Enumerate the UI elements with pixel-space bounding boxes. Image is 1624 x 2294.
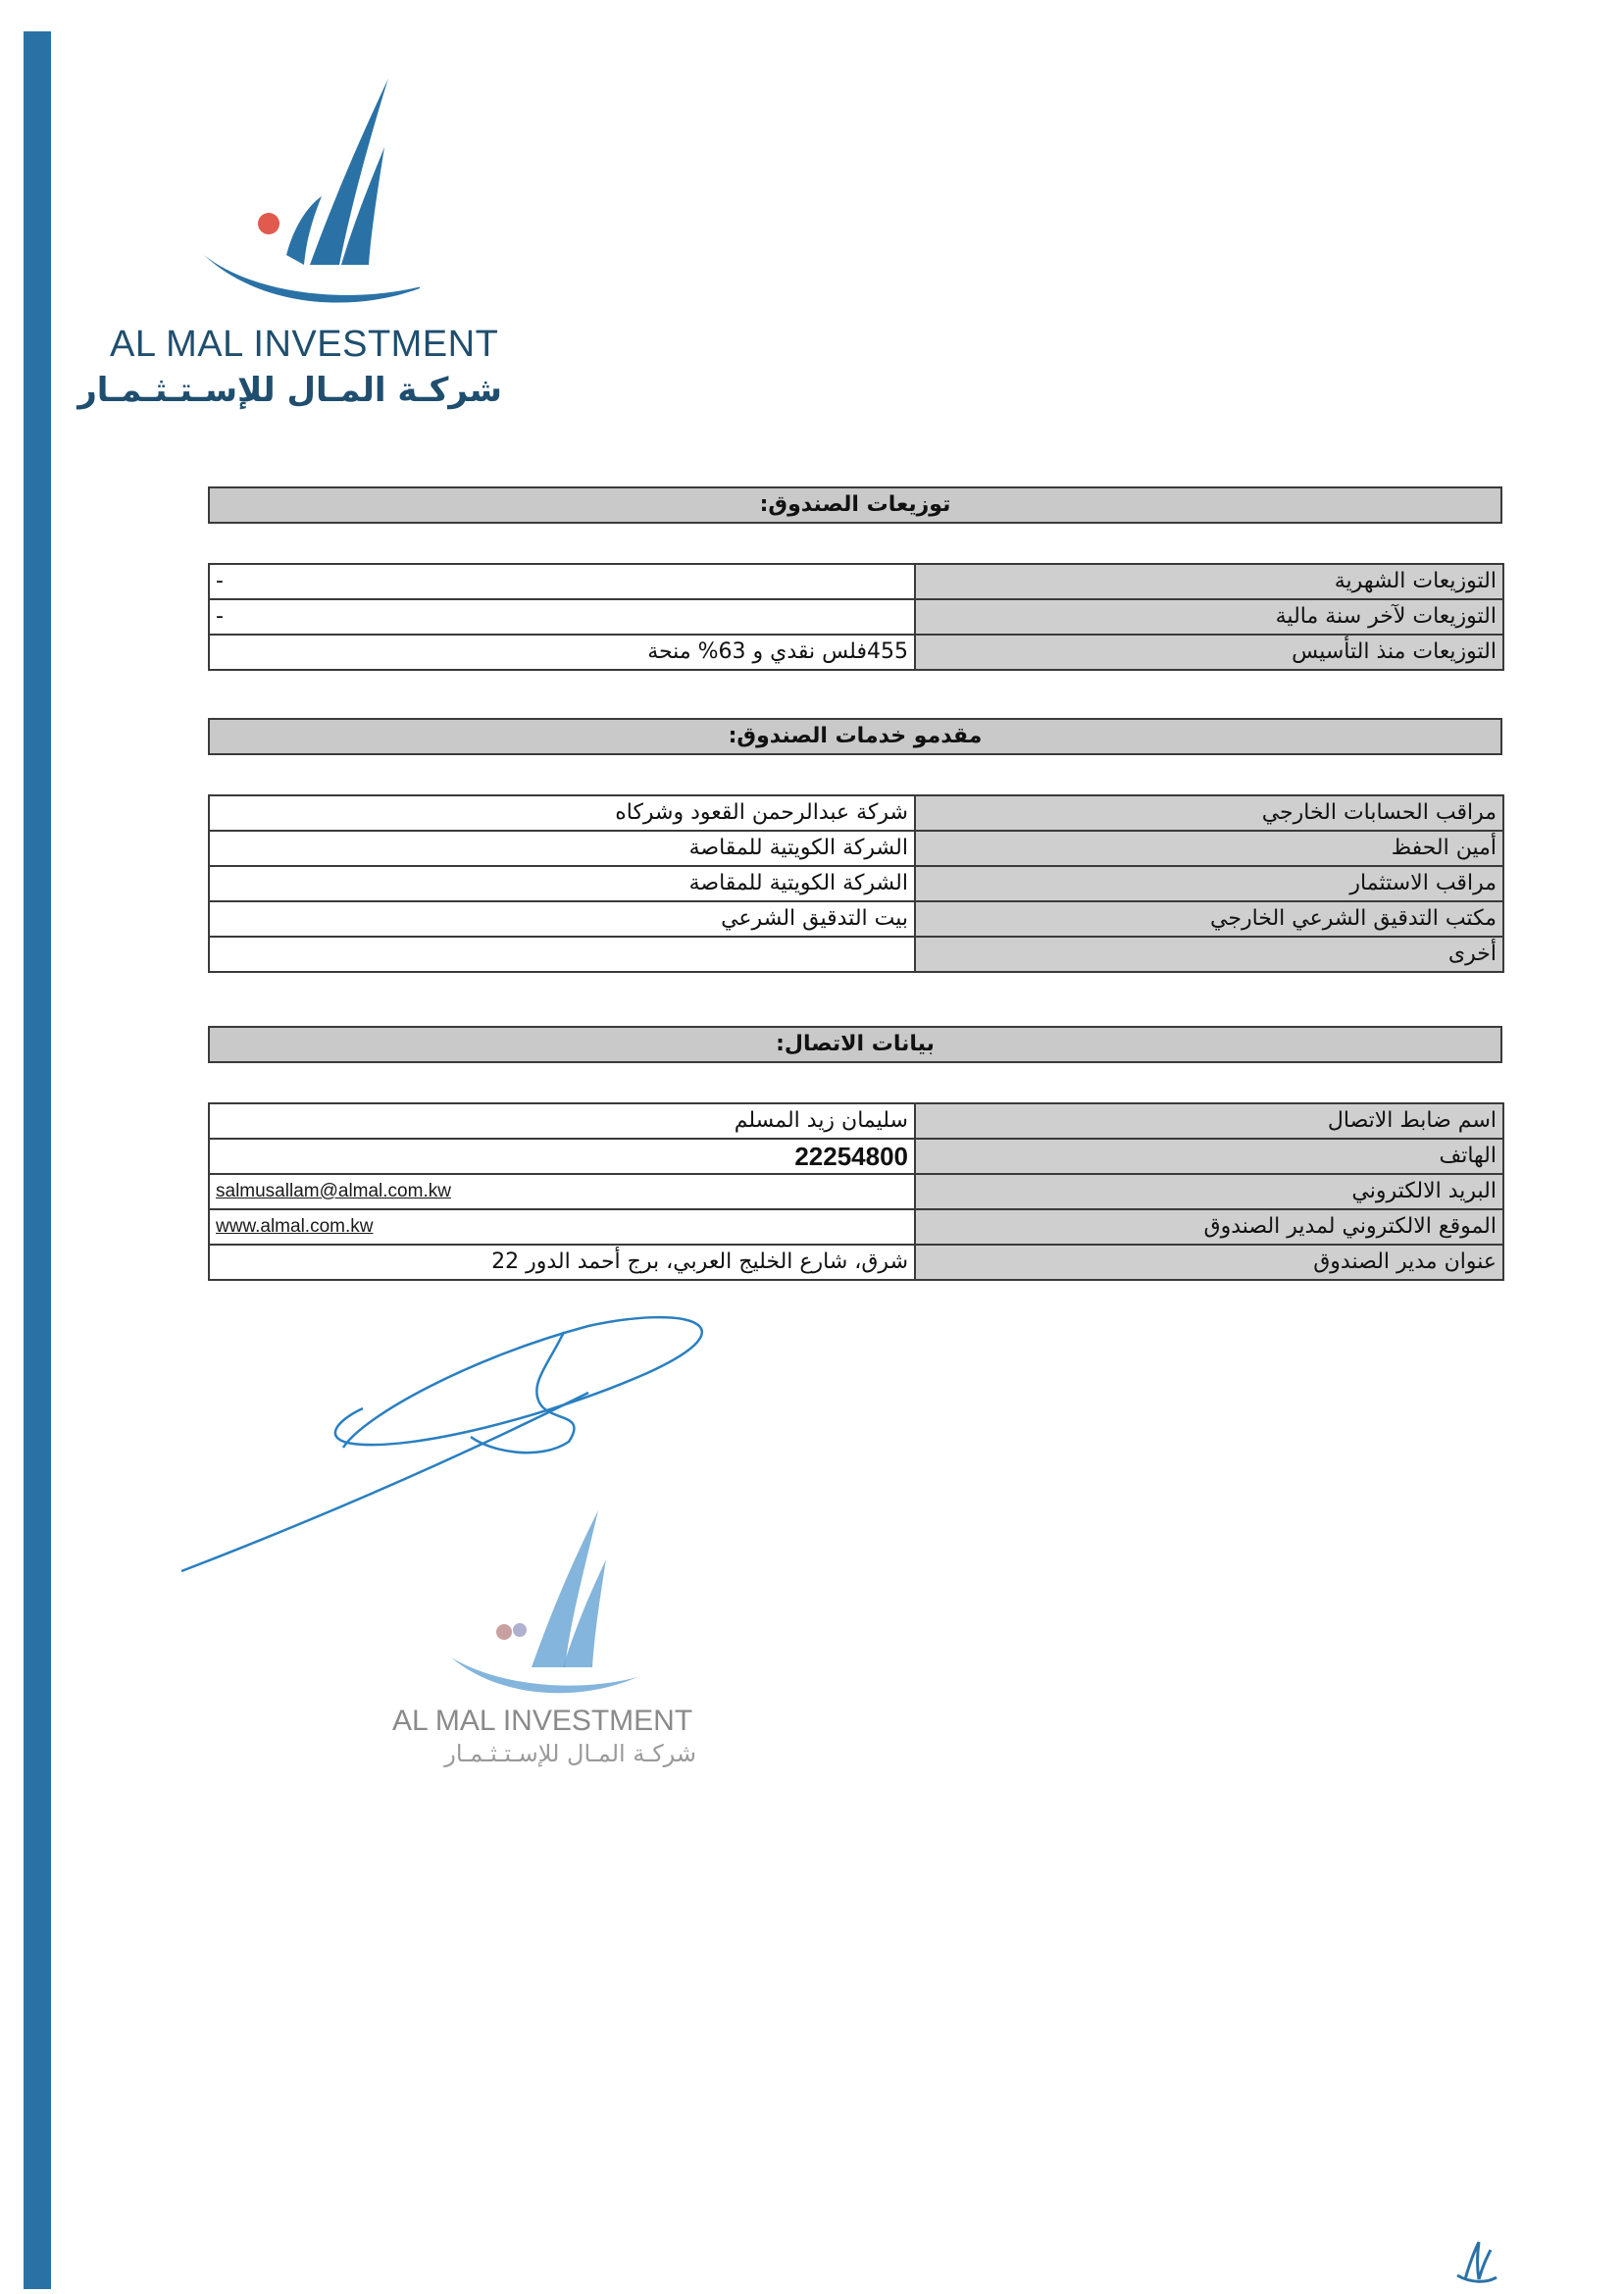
table-row (209, 1103, 1503, 1139)
logo-mark-icon (184, 78, 420, 324)
table-row (209, 1139, 1503, 1174)
provider-label-investment-controller: مراقب الاستثمار (915, 866, 1503, 901)
provider-label-other: أخرى (915, 937, 1503, 972)
distributions-section-title: توزيعات الصندوق: (208, 486, 1502, 524)
company-stamp (392, 1510, 726, 1785)
provider-value-sharia-audit: بيت التدقيق الشرعي (209, 901, 915, 937)
table-row (209, 831, 1503, 866)
contact-value-officer: سليمان زيد المسلم (209, 1103, 915, 1139)
contact-value-phone: 22254800 (209, 1139, 915, 1174)
contact-table (208, 1102, 1504, 1281)
stamp-name-ar: شركـة المـال للإسـتـثـمـار (444, 1740, 696, 1767)
contact-label-address: عنوان مدير الصندوق (915, 1245, 1503, 1280)
contact-label-email: البريد الالكتروني (915, 1174, 1503, 1209)
service-providers-table (208, 794, 1504, 973)
contact-value-website[interactable]: www.almal.com.kw (209, 1209, 915, 1245)
left-accent-bar (24, 31, 51, 2289)
stamp-mark-icon (441, 1510, 637, 1707)
initials-icon (1451, 2236, 1500, 2285)
contact-section-title: بيانات الاتصال: (208, 1026, 1502, 1063)
distribution-label-monthly: التوزيعات الشهرية (915, 564, 1503, 599)
provider-label-auditor: مراقب الحسابات الخارجي (915, 795, 1503, 831)
distribution-value-last-year: - (209, 599, 915, 635)
provider-value-investment-controller: الشركة الكويتية للمقاصة (209, 866, 915, 901)
table-row (209, 937, 1503, 972)
contact-value-email[interactable]: salmusallam@almal.com.kw (209, 1174, 915, 1209)
service-providers-section-title: مقدمو خدمات الصندوق: (208, 718, 1502, 755)
table-row (209, 564, 1503, 599)
distribution-value-monthly: - (209, 564, 915, 599)
table-row (209, 866, 1503, 901)
table-row (209, 1209, 1503, 1245)
provider-value-other (209, 937, 915, 972)
stamp-name-en: AL MAL INVESTMENT (392, 1705, 693, 1737)
table-row (209, 1174, 1503, 1209)
table-row (209, 901, 1503, 937)
table-row (209, 795, 1503, 831)
contact-value-address: شرق، شارع الخليج العربي، برج أحمد الدور 22 (209, 1245, 915, 1280)
company-logo (77, 78, 518, 422)
distributions-table (208, 563, 1504, 671)
contact-label-phone: الهاتف (915, 1139, 1503, 1174)
provider-label-sharia-audit: مكتب التدقيق الشرعي الخارجي (915, 901, 1503, 937)
provider-value-auditor: شركة عبدالرحمن القعود وشركاه (209, 795, 915, 831)
contact-label-officer: اسم ضابط الاتصال (915, 1103, 1503, 1139)
distribution-label-last-year: التوزيعات لآخر سنة مالية (915, 599, 1503, 635)
provider-label-custodian: أمين الحفظ (915, 831, 1503, 866)
table-row (209, 599, 1503, 635)
table-row (209, 1245, 1503, 1280)
contact-label-website: الموقع الالكتروني لمدير الصندوق (915, 1209, 1503, 1245)
provider-value-custodian: الشركة الكويتية للمقاصة (209, 831, 915, 866)
logo-name-en: AL MAL INVESTMENT (110, 324, 499, 365)
logo-name-ar: شركـة المـال للإسـتـثـمـار (77, 371, 502, 410)
distribution-value-since-inception: 455فلس نقدي و 63% منحة (209, 635, 915, 670)
distribution-label-since-inception: التوزيعات منذ التأسيس (915, 635, 1503, 670)
table-row (209, 635, 1503, 670)
